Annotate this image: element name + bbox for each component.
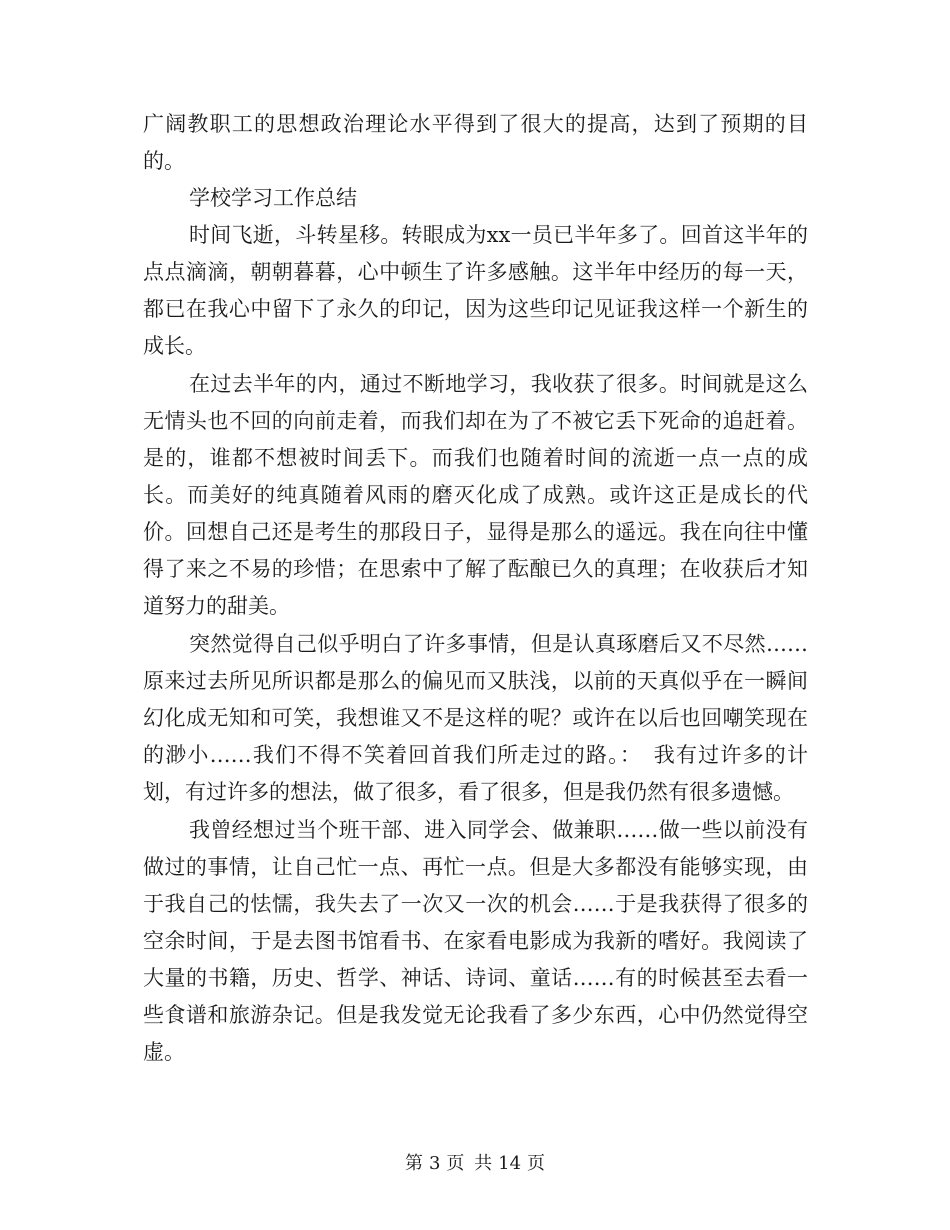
paragraph-continuation: 广阔教职工的思想政治理论水平得到了很大的提高，达到了预期的目的。 — [143, 112, 808, 173]
paragraph: 我曾经想过当个班干部、进入同学会、做兼职……做一些以前没有做过的事情，让自己忙一点、再忙一点。但是大多都没有能够实现，由于我自己的怯懦，我失去了一次又一次的机会……于是我获得了很多的空余时间，于是去图书馆看书、在家看电影成为我新的嗜好。我阅读了大量的书籍，历史、哲学、神话、诗词、童话……有的时候甚至去看一些食谱和旅游杂记。但是我发觉无论我看了多少东西，心中仍然觉得空虚。 — [143, 818, 808, 1064]
footer-current-page: 3 — [428, 1153, 441, 1174]
footer-total-pages: 14 — [498, 1153, 522, 1174]
section-heading: 学校学习工作总结 — [189, 186, 357, 210]
footer-prefix: 第 — [404, 1153, 423, 1174]
paragraph: 时间飞逝，斗转星移。转眼成为xx一员已半年多了。回首这半年的点点滴滴，朝朝暮暮，心中顿生了许多感触。这半年中经历的每一天，都已在我心中留下了永久的印记，因为这些印记见证我这样一个新生的成长。 — [143, 223, 808, 358]
footer-suffix: 页 — [527, 1153, 546, 1174]
paragraph: 突然觉得自己似乎明白了许多事情，但是认真琢磨后又不尽然……原来过去所见所识都是那么的偏见而又肤浅，以前的天真似乎在一瞬间幻化成无知和可笑，我想谁又不是这样的呢？或许在以后也回嘲笑现在的渺小……我们不得不笑着回首我们所走过的路。： 我有过许多的计划，有过许多的想法，做了很多，看了很多，但是我仍然有很多遗憾。 — [143, 632, 808, 804]
page-footer — [0, 1152, 950, 1176]
document-body — [143, 106, 808, 1071]
footer-middle: 页 共 — [446, 1153, 493, 1174]
paragraph: 在过去半年的内，通过不断地学习，我收获了很多。时间就是这么无情头也不回的向前走着，而我们却在为了不被它丢下死命的追赶着。是的，谁都不想被时间丢下。而我们也随着时间的流逝一点一点的成长。而美好的纯真随着风雨的磨灭化成了成熟。或许这正是成长的代价。回想自己还是考生的那段日子，显得是那么的遥远。我在向往中懂得了来之不易的珍惜；在思索中了解了酝酿已久的真理；在收获后才知道努力的甜美。 — [143, 372, 808, 618]
